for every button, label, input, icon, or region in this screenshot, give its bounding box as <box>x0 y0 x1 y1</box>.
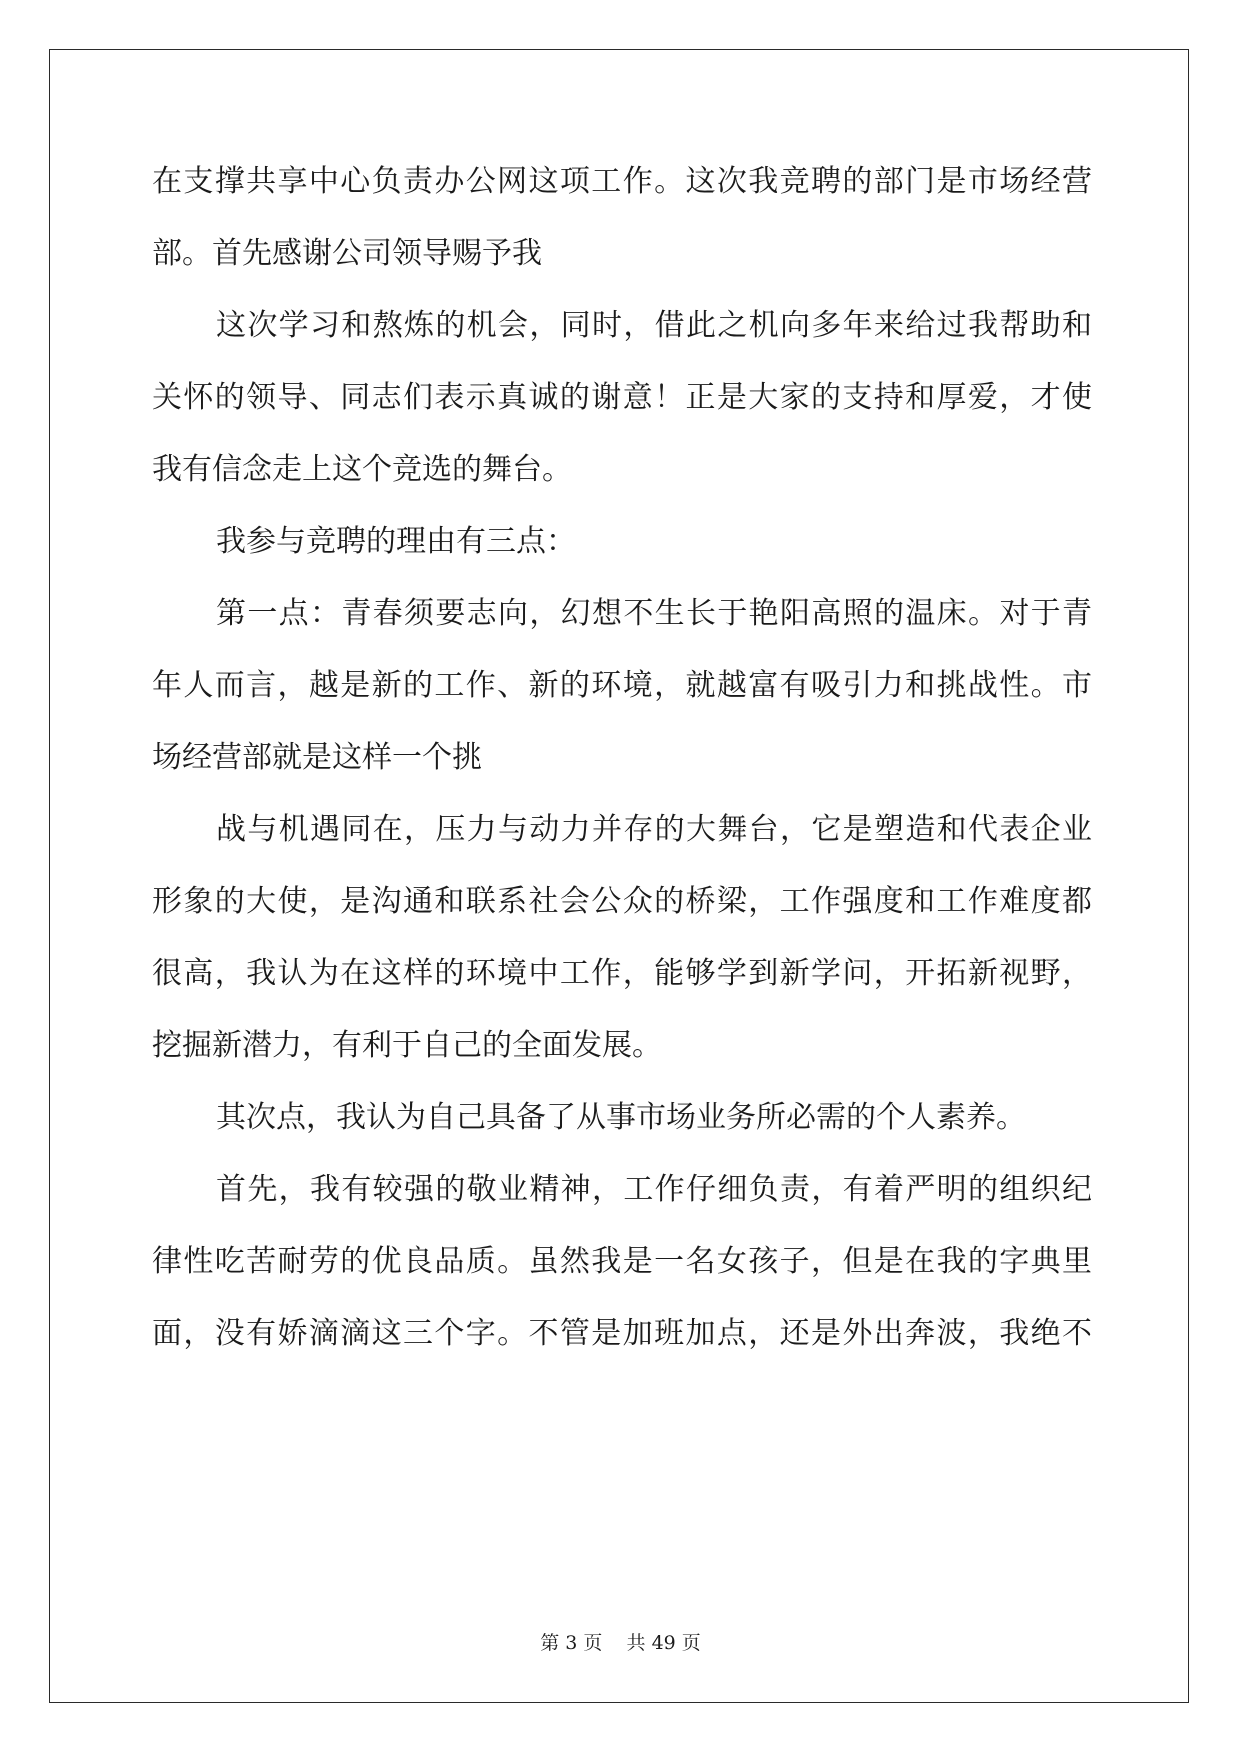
text-line: 面，没有娇滴滴这三个字。不管是加班加点，还是外出奔波，我绝不 <box>152 1316 1092 1351</box>
page-border <box>49 49 1189 1703</box>
text-line: 战与机遇同在，压力与动力并存的大舞台，它是塑造和代表企业 <box>216 812 1092 847</box>
text-line: 律性吃苦耐劳的优良品质。虽然我是一名女孩子，但是在我的字典里 <box>152 1244 1092 1279</box>
text-line: 挖掘新潜力，有利于自己的全面发展。 <box>152 1028 662 1063</box>
text-line: 在支撑共享中心负责办公网这项工作。这次我竞聘的部门是市场经营 <box>152 164 1092 199</box>
text-line: 我参与竞聘的理由有三点： <box>216 524 576 559</box>
text-line: 形象的大使，是沟通和联系社会公众的桥梁，工作强度和工作难度都 <box>152 884 1092 919</box>
page-number-footer: 第 3 页 共 49 页 <box>540 1632 701 1654</box>
text-line: 年人而言，越是新的工作、新的环境，就越富有吸引力和挑战性。市 <box>152 668 1092 703</box>
text-line: 很高，我认为在这样的环境中工作，能够学到新学问，开拓新视野， <box>152 956 1092 991</box>
text-line: 第一点：青春须要志向，幻想不生长于艳阳高照的温床。对于青 <box>216 596 1092 631</box>
text-line: 我有信念走上这个竞选的舞台。 <box>152 452 572 487</box>
text-line: 首先，我有较强的敬业精神，工作仔细负责，有着严明的组织纪 <box>216 1172 1092 1207</box>
text-line: 部。首先感谢公司领导赐予我 <box>152 236 542 271</box>
text-line: 其次点，我认为自己具备了从事市场业务所必需的个人素养。 <box>216 1100 1026 1135</box>
text-line: 场经营部就是这样一个挑 <box>152 740 482 775</box>
text-line: 关怀的领导、同志们表示真诚的谢意！正是大家的支持和厚爱，才使 <box>152 380 1092 415</box>
text-line: 这次学习和熬炼的机会，同时，借此之机向多年来给过我帮助和 <box>216 308 1092 343</box>
